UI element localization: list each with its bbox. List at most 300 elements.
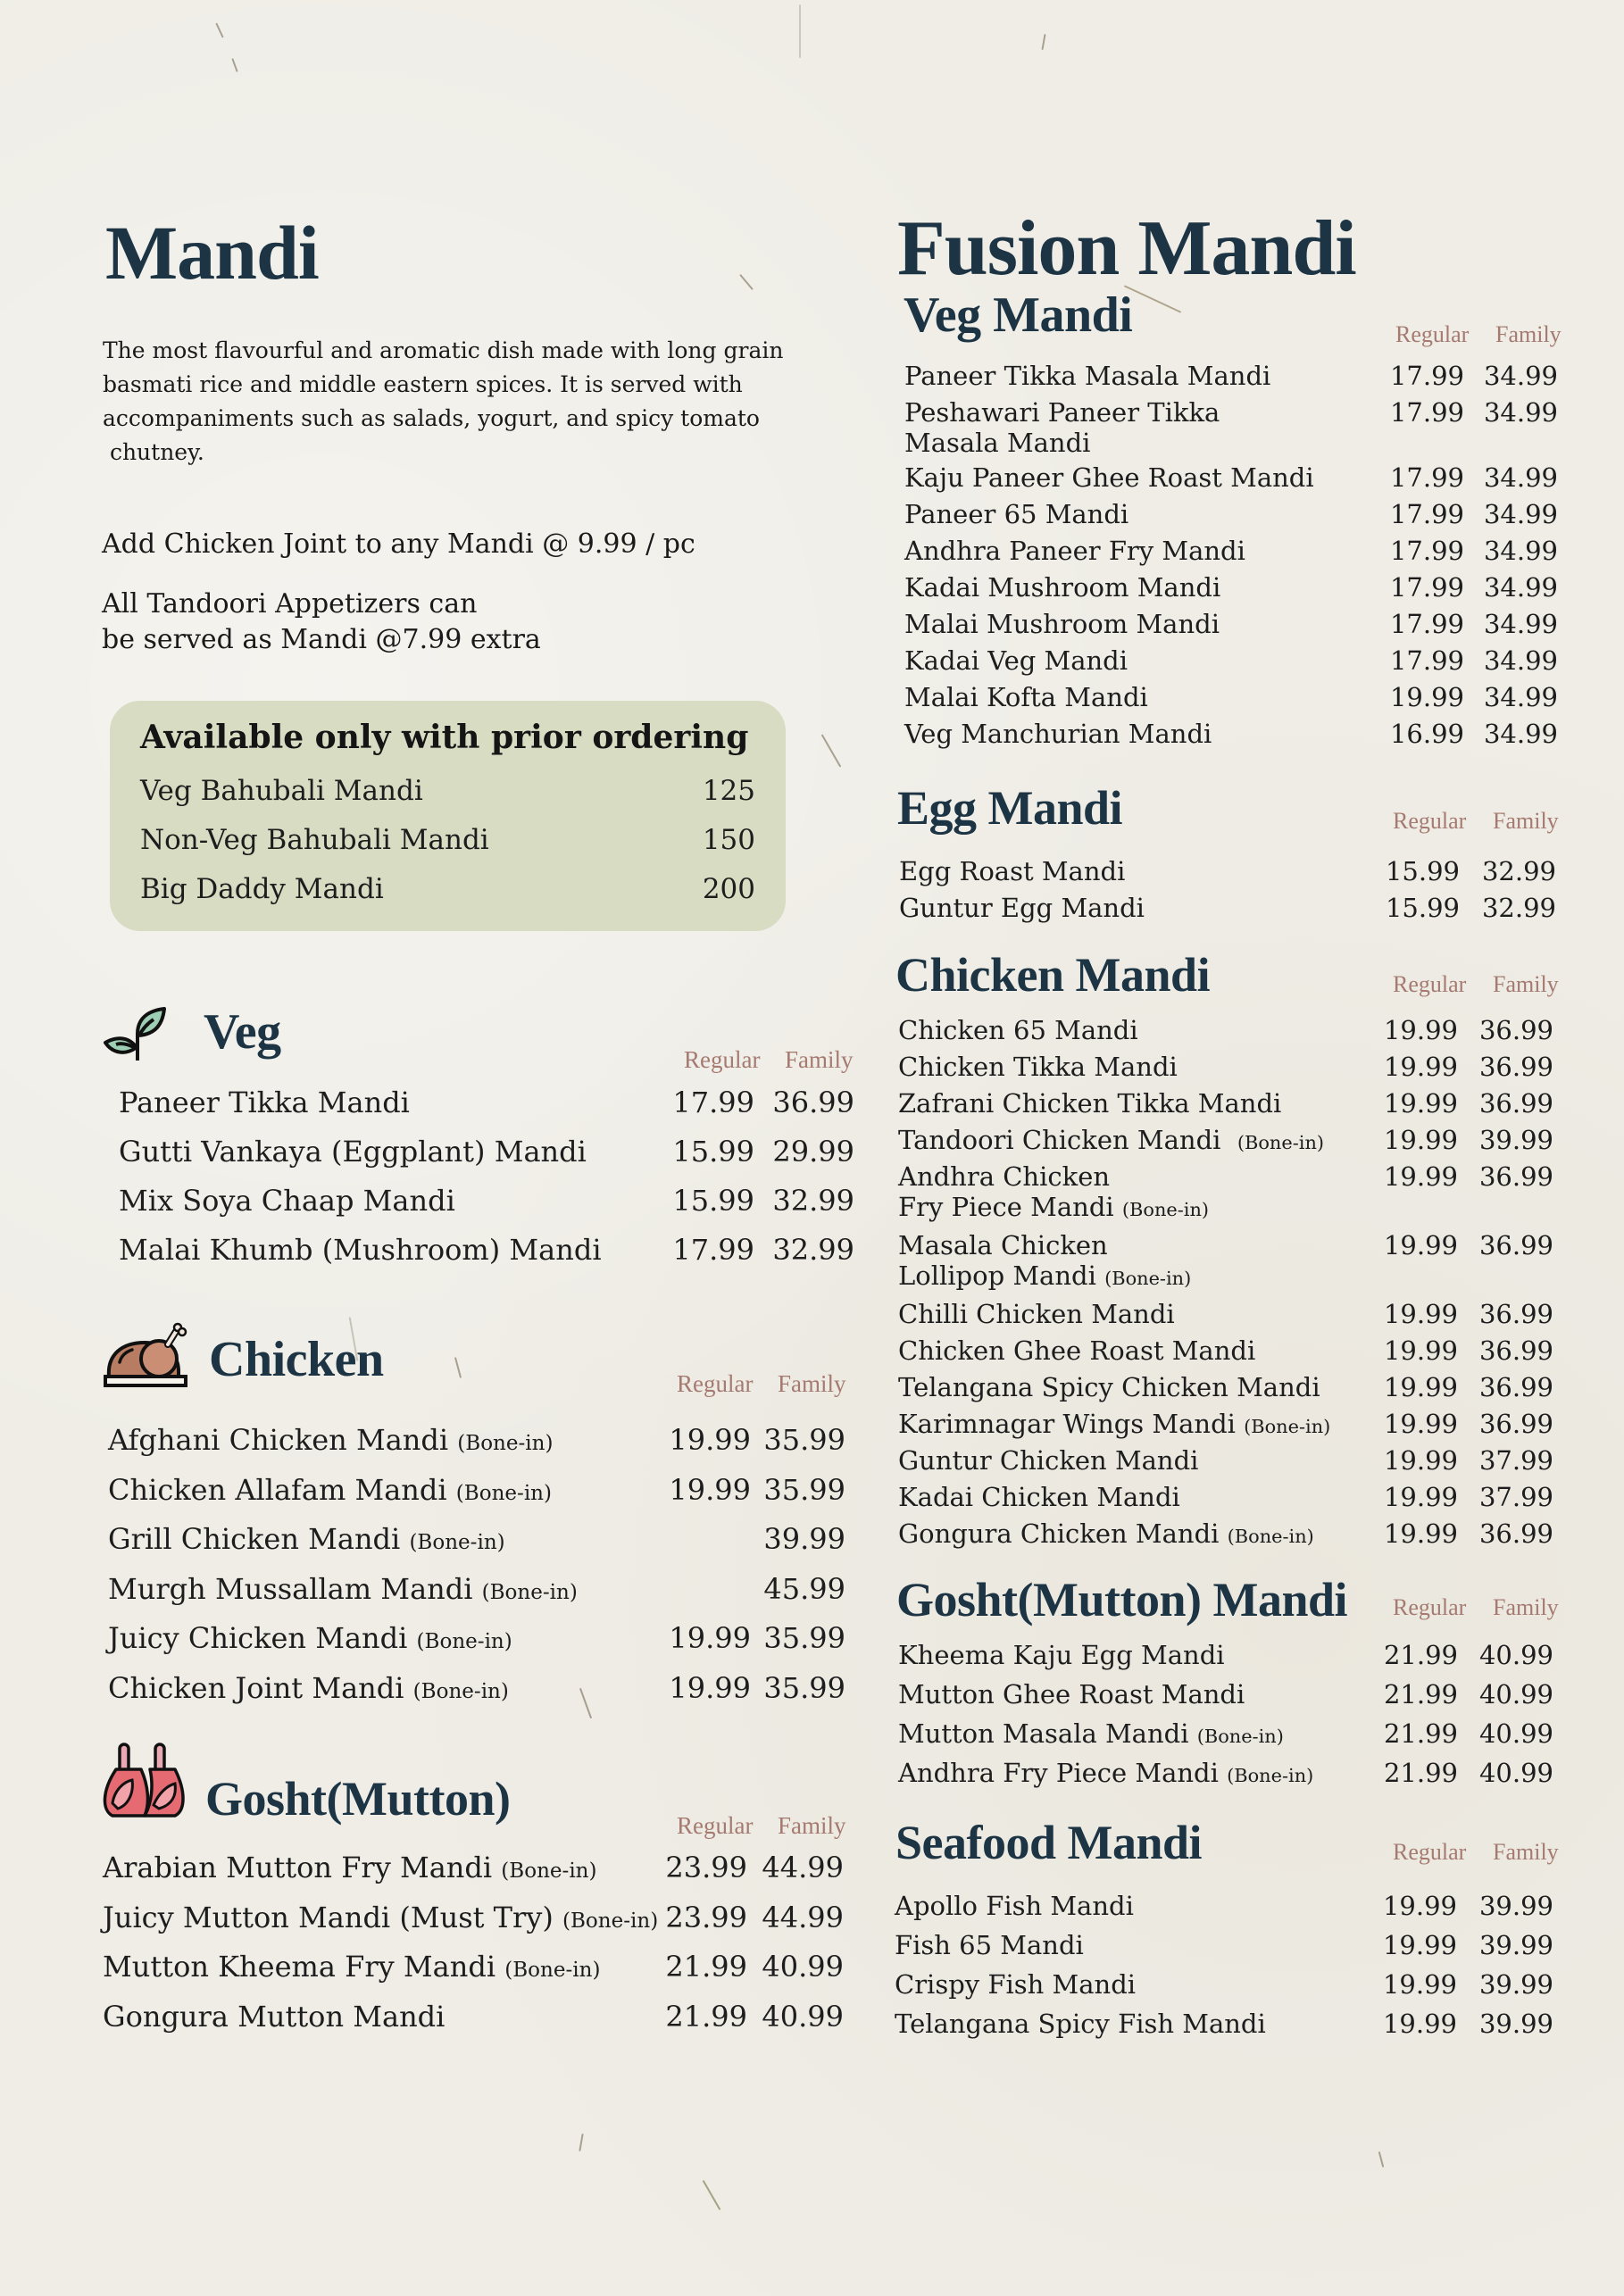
prior-item-name: Non-Veg Bahubali Mandi bbox=[140, 824, 489, 856]
menu-item-name bbox=[904, 536, 1245, 566]
menu-item bbox=[108, 1423, 845, 1462]
item-name-text: Fish 65 Mandi bbox=[895, 1930, 1084, 1960]
description-line: The most flavourful and aromatic dish made with long grain bbox=[103, 337, 784, 363]
price-family: 32.99 bbox=[1481, 893, 1556, 923]
prior-item bbox=[140, 867, 755, 911]
price-regular: 19.99 bbox=[1383, 1409, 1458, 1439]
price-family: 34.99 bbox=[1483, 719, 1558, 749]
menu-item-name bbox=[898, 1482, 1180, 1512]
bone-in-note: (Bone-in) bbox=[1196, 1726, 1284, 1747]
price-family: 34.99 bbox=[1483, 361, 1558, 391]
menu-item bbox=[895, 1930, 1553, 1966]
item-name-text: Karimnagar Wings Mandi bbox=[898, 1409, 1236, 1439]
paper-fiber bbox=[454, 1357, 462, 1378]
price-regular: 19.99 bbox=[669, 1621, 751, 1655]
column-headers bbox=[1393, 1594, 1559, 1621]
menu-item bbox=[108, 1522, 845, 1561]
item-name-text: Guntur Egg Mandi bbox=[899, 893, 1145, 923]
col-family: Family bbox=[1493, 971, 1559, 997]
price-regular: 21.99 bbox=[1383, 1758, 1458, 1788]
menu-item bbox=[898, 1052, 1553, 1087]
price-regular: 16.99 bbox=[1389, 719, 1464, 749]
col-regular: Regular bbox=[1395, 321, 1470, 347]
menu-item-name bbox=[904, 499, 1128, 529]
menu-item bbox=[119, 1233, 854, 1272]
price-regular: 19.99 bbox=[1383, 1088, 1458, 1119]
price-family: 36.99 bbox=[772, 1086, 854, 1119]
bone-in-note: (Bone-in) bbox=[409, 1531, 505, 1554]
tandoori-note bbox=[102, 586, 541, 658]
column-headers bbox=[677, 1370, 846, 1398]
price-family: 36.99 bbox=[1478, 1161, 1553, 1192]
price-family: 40.99 bbox=[762, 1950, 844, 1984]
menu-item bbox=[904, 536, 1558, 571]
menu-item-name bbox=[895, 1930, 1084, 1960]
menu-item bbox=[108, 1473, 845, 1512]
menu-item bbox=[108, 1621, 845, 1660]
item-name-text: Chicken Ghee Roast Mandi bbox=[898, 1335, 1256, 1366]
price-regular: 15.99 bbox=[1385, 856, 1460, 886]
price-family: 36.99 bbox=[1478, 1052, 1553, 1082]
price-regular: 19.99 bbox=[1383, 1372, 1458, 1402]
item-name-text: Mutton Ghee Roast Mandi bbox=[898, 1679, 1245, 1710]
menu-item-name bbox=[899, 893, 1145, 923]
menu-item bbox=[904, 645, 1558, 681]
col-family: Family bbox=[785, 1046, 854, 1073]
menu-item-name bbox=[898, 1052, 1178, 1082]
menu-item-name bbox=[904, 645, 1128, 676]
menu-item bbox=[108, 1671, 845, 1710]
item-name-text: Paneer Tikka Mandi bbox=[119, 1086, 410, 1119]
item-name-text: Andhra Chicken bbox=[898, 1161, 1111, 1192]
price-family: 37.99 bbox=[1478, 1445, 1553, 1476]
menu-item-name bbox=[898, 1518, 1314, 1549]
col-family: Family bbox=[1493, 1839, 1559, 1865]
paper-fiber bbox=[799, 4, 801, 58]
price-regular: 17.99 bbox=[672, 1233, 754, 1267]
menu-item-name bbox=[898, 1299, 1175, 1329]
item-name-text: Guntur Chicken Mandi bbox=[898, 1445, 1199, 1476]
price-family: 29.99 bbox=[772, 1135, 854, 1169]
col-regular: Regular bbox=[1393, 1594, 1467, 1620]
price-regular: 19.99 bbox=[1382, 1930, 1457, 1960]
price-family: 39.99 bbox=[1478, 1125, 1553, 1155]
menu-item bbox=[898, 1372, 1553, 1408]
price-regular: 19.99 bbox=[669, 1472, 751, 1507]
menu-item bbox=[904, 682, 1558, 718]
item-name-text: Kadai Veg Mandi bbox=[904, 645, 1128, 676]
price-regular: 19.99 bbox=[1383, 1015, 1458, 1045]
menu-item-name bbox=[898, 1335, 1255, 1366]
bone-in-note: (Bone-in) bbox=[501, 1859, 597, 1883]
bone-in-note: (Bone-in) bbox=[1227, 1526, 1314, 1547]
item-name-text: Chicken Tikka Mandi bbox=[898, 1052, 1178, 1082]
price-family: 35.99 bbox=[763, 1670, 845, 1705]
price-regular: 19.99 bbox=[1389, 682, 1464, 712]
bone-in-note: (Bone-in) bbox=[562, 1909, 659, 1933]
menu-item bbox=[904, 499, 1558, 535]
price-regular: 19.99 bbox=[1383, 1230, 1458, 1260]
price-regular: 19.99 bbox=[1383, 1125, 1458, 1155]
menu-item bbox=[895, 1969, 1553, 2005]
price-regular: 19.99 bbox=[1382, 1969, 1457, 2000]
page-title-mandi: Mandi bbox=[105, 210, 319, 295]
item-name-text: Andhra Fry Piece Mandi bbox=[898, 1758, 1219, 1788]
menu-item bbox=[898, 1125, 1553, 1160]
section-title-seafood-mandi: Seafood Mandi bbox=[895, 1816, 1203, 1869]
item-name-text: Kadai Chicken Mandi bbox=[898, 1482, 1180, 1512]
price-family: 39.99 bbox=[1478, 1930, 1553, 1960]
item-name-text: Kheema Kaju Egg Mandi bbox=[898, 1640, 1225, 1670]
menu-item-name bbox=[103, 2000, 445, 2034]
item-name-text: Crispy Fish Mandi bbox=[895, 1969, 1137, 2000]
bone-in-note: (Bone-in) bbox=[1227, 1765, 1314, 1786]
item-name-text: Masala Chicken bbox=[898, 1230, 1108, 1260]
description-line: accompaniments such as salads, yogurt, and spicy tomato bbox=[103, 405, 760, 431]
price-family: 34.99 bbox=[1483, 609, 1558, 639]
item-name-text: Grill Chicken Mandi bbox=[108, 1522, 401, 1556]
price-family: 34.99 bbox=[1483, 572, 1558, 603]
menu-item-name bbox=[904, 572, 1220, 603]
menu-item bbox=[898, 1640, 1553, 1676]
item-name-text: Chicken 65 Mandi bbox=[898, 1015, 1138, 1045]
price-regular: 19.99 bbox=[669, 1423, 751, 1457]
prior-item-price: 125 bbox=[702, 775, 755, 807]
menu-item-name bbox=[108, 1621, 512, 1655]
prior-item bbox=[140, 818, 755, 862]
price-regular: 19.99 bbox=[1382, 1891, 1457, 1921]
price-regular: 15.99 bbox=[672, 1184, 754, 1218]
item-name-text: Arabian Mutton Fry Mandi bbox=[103, 1851, 493, 1884]
item-name-text: Paneer 65 Mandi bbox=[904, 499, 1129, 529]
description-line: chutney. bbox=[103, 439, 204, 465]
item-name-text: Zafrani Chicken Tikka Mandi bbox=[898, 1088, 1282, 1119]
col-regular: Regular bbox=[1393, 808, 1467, 834]
col-regular: Regular bbox=[677, 1812, 754, 1839]
section-title-veg: Veg bbox=[204, 1004, 281, 1060]
menu-item-name bbox=[108, 1522, 505, 1556]
item-name-text: Murgh Mussallam Mandi bbox=[108, 1571, 473, 1606]
item-name-text: Mutton Kheema Fry Mandi bbox=[103, 1950, 496, 1984]
section-title-chicken-mandi: Chicken Mandi bbox=[895, 948, 1211, 1002]
menu-item bbox=[899, 893, 1556, 928]
bone-in-note: (Bone-in) bbox=[481, 1580, 578, 1604]
price-family: 36.99 bbox=[1478, 1409, 1553, 1439]
price-regular: 17.99 bbox=[1389, 361, 1464, 391]
col-family: Family bbox=[1493, 808, 1559, 834]
tandoori-note-line2: be served as Mandi @7.99 extra bbox=[102, 624, 541, 655]
item-name-text: Gongura Mutton Mandi bbox=[103, 1999, 446, 2034]
price-family: 36.99 bbox=[1478, 1518, 1553, 1549]
item-name-line2: Masala Mandi bbox=[904, 428, 1091, 458]
price-regular: 19.99 bbox=[1383, 1299, 1458, 1329]
price-regular: 17.99 bbox=[1389, 645, 1464, 676]
paper-fiber bbox=[703, 2180, 721, 2210]
prior-item-price: 200 bbox=[702, 873, 755, 905]
menu-item-name bbox=[898, 1445, 1198, 1476]
price-regular: 19.99 bbox=[1383, 1445, 1458, 1476]
price-regular: 19.99 bbox=[1383, 1518, 1458, 1549]
col-family: Family bbox=[778, 1812, 846, 1839]
price-regular: 17.99 bbox=[1389, 499, 1464, 529]
menu-item bbox=[904, 462, 1558, 498]
menu-item bbox=[898, 1335, 1553, 1371]
prior-ordering-heading: Available only with prior ordering bbox=[140, 719, 749, 756]
price-family: 34.99 bbox=[1483, 462, 1558, 493]
menu-item-name bbox=[103, 1950, 600, 1984]
item-name-text: Malai Khumb (Mushroom) Mandi bbox=[119, 1233, 602, 1267]
menu-item-name bbox=[904, 361, 1270, 391]
price-regular: 19.99 bbox=[1383, 1161, 1458, 1192]
price-regular: 17.99 bbox=[1389, 397, 1464, 428]
menu-item bbox=[904, 397, 1558, 458]
price-family: 35.99 bbox=[763, 1472, 845, 1507]
bone-in-note: (Bone-in) bbox=[504, 1959, 601, 1982]
item-name-text: Tandoori Chicken Mandi bbox=[898, 1125, 1229, 1155]
tandoori-note-line1: All Tandoori Appetizers can bbox=[102, 588, 478, 620]
chicken-joint-note: Add Chicken Joint to any Mandi @ 9.99 / pc bbox=[102, 528, 695, 560]
menu-item bbox=[898, 1088, 1553, 1124]
prior-item-price: 150 bbox=[702, 824, 755, 856]
menu-item bbox=[898, 1015, 1553, 1051]
column-headers bbox=[684, 1046, 854, 1074]
prior-item-name: Veg Bahubali Mandi bbox=[140, 775, 423, 807]
column-headers bbox=[1395, 321, 1562, 348]
menu-item bbox=[898, 1230, 1553, 1291]
price-regular: 21.99 bbox=[1383, 1679, 1458, 1710]
menu-item bbox=[904, 719, 1558, 754]
menu-item bbox=[119, 1184, 854, 1223]
price-regular: 15.99 bbox=[672, 1135, 754, 1169]
menu-item-name bbox=[899, 856, 1125, 886]
bone-in-note: (Bone-in) bbox=[412, 1679, 509, 1703]
price-family: 39.99 bbox=[1478, 1969, 1553, 2000]
paper-fiber bbox=[231, 58, 237, 72]
menu-item-name bbox=[108, 1671, 509, 1705]
item-name-text: Malai Kofta Mandi bbox=[904, 682, 1148, 712]
column-headers bbox=[677, 1812, 846, 1840]
item-name-text: Kaju Paneer Ghee Roast Mandi bbox=[904, 462, 1314, 493]
price-regular: 17.99 bbox=[1389, 572, 1464, 603]
leaf-sprout-icon bbox=[100, 998, 171, 1069]
price-regular: 19.99 bbox=[669, 1670, 751, 1705]
bone-in-note: (Bone-in) bbox=[1237, 1132, 1325, 1153]
col-family: Family bbox=[778, 1370, 846, 1397]
menu-item-name bbox=[119, 1135, 587, 1169]
column-headers bbox=[1393, 1839, 1559, 1866]
price-family: 34.99 bbox=[1483, 499, 1558, 529]
price-family: 39.99 bbox=[1478, 1891, 1553, 1921]
prior-item-name: Big Daddy Mandi bbox=[140, 873, 384, 905]
price-family: 45.99 bbox=[763, 1571, 845, 1606]
bone-in-note: (Bone-in) bbox=[455, 1481, 553, 1505]
item-name-text: Gongura Chicken Mandi bbox=[898, 1518, 1220, 1549]
price-family: 32.99 bbox=[772, 1184, 854, 1218]
col-family: Family bbox=[1495, 321, 1562, 347]
menu-item bbox=[895, 2009, 1553, 2044]
menu-item-name bbox=[898, 1372, 1320, 1402]
item-name-text: Juicy Chicken Mandi bbox=[108, 1621, 408, 1655]
menu-item bbox=[898, 1482, 1553, 1518]
item-name-text: Kadai Mushroom Mandi bbox=[904, 572, 1221, 603]
price-family: 36.99 bbox=[1478, 1299, 1553, 1329]
section-title-mutton: Gosht(Mutton) bbox=[205, 1772, 511, 1826]
price-family: 36.99 bbox=[1478, 1230, 1553, 1260]
price-regular: 19.99 bbox=[1383, 1335, 1458, 1366]
bone-in-note: (Bone-in) bbox=[457, 1432, 554, 1455]
price-family: 40.99 bbox=[1478, 1640, 1553, 1670]
prior-ordering-box bbox=[110, 701, 786, 931]
menu-item-name bbox=[898, 1640, 1225, 1670]
item-name-text: Malai Mushroom Mandi bbox=[904, 609, 1220, 639]
menu-item-name bbox=[904, 609, 1220, 639]
menu-item bbox=[898, 1518, 1553, 1554]
menu-item bbox=[898, 1161, 1553, 1222]
price-regular: 19.99 bbox=[1383, 1482, 1458, 1512]
menu-item-name bbox=[898, 1230, 1191, 1291]
price-family: 40.99 bbox=[1478, 1758, 1553, 1788]
col-regular: Regular bbox=[677, 1370, 754, 1397]
menu-item-name bbox=[895, 1891, 1134, 1921]
mandi-description bbox=[103, 334, 817, 470]
item-name-text: Gutti Vankaya (Eggplant) Mandi bbox=[119, 1135, 587, 1169]
menu-item bbox=[904, 572, 1558, 608]
menu-item bbox=[898, 1409, 1553, 1444]
menu-item-name bbox=[904, 682, 1148, 712]
menu-item-name bbox=[904, 397, 1220, 458]
price-family: 32.99 bbox=[1481, 856, 1556, 886]
price-regular: 21.99 bbox=[665, 1999, 747, 2034]
col-regular: Regular bbox=[684, 1046, 761, 1073]
item-name-line2: Fry Piece Mandi bbox=[898, 1192, 1114, 1222]
menu-item bbox=[103, 2000, 844, 2039]
menu-item-name bbox=[898, 1161, 1209, 1222]
menu-item bbox=[898, 1718, 1553, 1754]
section-title-veg-mandi: Veg Mandi bbox=[904, 287, 1133, 343]
menu-item-name bbox=[898, 1088, 1281, 1119]
col-family: Family bbox=[1493, 1594, 1559, 1620]
bone-in-note: (Bone-in) bbox=[416, 1630, 512, 1653]
price-family: 36.99 bbox=[1478, 1335, 1553, 1366]
menu-item bbox=[898, 1445, 1553, 1481]
bone-in-note: (Bone-in) bbox=[1104, 1268, 1192, 1289]
item-name-text: Andhra Paneer Fry Mandi bbox=[904, 536, 1245, 566]
paper-fiber bbox=[1378, 2151, 1385, 2167]
bone-in-note: (Bone-in) bbox=[1244, 1416, 1331, 1437]
price-regular: 17.99 bbox=[1389, 536, 1464, 566]
prior-item bbox=[140, 769, 755, 813]
price-family: 40.99 bbox=[762, 1999, 844, 2034]
price-family: 35.99 bbox=[763, 1621, 845, 1655]
price-family: 35.99 bbox=[763, 1423, 845, 1457]
col-regular: Regular bbox=[1393, 971, 1467, 997]
menu-item-name bbox=[108, 1473, 552, 1507]
item-name-text: Afghani Chicken Mandi bbox=[108, 1423, 449, 1457]
menu-item-name bbox=[103, 1851, 597, 1884]
menu-item bbox=[899, 856, 1556, 892]
price-regular: 23.99 bbox=[665, 1900, 747, 1934]
menu-item-name bbox=[898, 1718, 1284, 1749]
menu-item bbox=[904, 361, 1558, 396]
menu-item bbox=[103, 1950, 844, 1989]
price-regular: 21.99 bbox=[1383, 1718, 1458, 1749]
menu-item bbox=[119, 1135, 854, 1174]
paper-fiber bbox=[1041, 34, 1045, 50]
item-name-text: Juicy Mutton Mandi (Must Try) bbox=[103, 1900, 554, 1934]
menu-item bbox=[119, 1086, 854, 1125]
price-family: 39.99 bbox=[763, 1522, 845, 1556]
price-family: 34.99 bbox=[1483, 397, 1558, 428]
price-regular: 21.99 bbox=[1383, 1640, 1458, 1670]
item-name-text: Paneer Tikka Masala Mandi bbox=[904, 361, 1271, 391]
price-regular: 17.99 bbox=[1389, 462, 1464, 493]
menu-item-name bbox=[119, 1233, 602, 1267]
menu-item-name bbox=[895, 1969, 1136, 2000]
menu-item-name bbox=[898, 1679, 1245, 1710]
roast-chicken-icon bbox=[104, 1319, 187, 1391]
item-name-text: Apollo Fish Mandi bbox=[895, 1891, 1134, 1921]
menu-item-name bbox=[108, 1423, 554, 1457]
price-regular: 19.99 bbox=[1382, 2009, 1457, 2039]
section-title-chicken: Chicken bbox=[209, 1332, 384, 1387]
price-family: 40.99 bbox=[1478, 1718, 1553, 1749]
menu-item bbox=[103, 1851, 844, 1890]
price-regular: 23.99 bbox=[665, 1851, 747, 1884]
paper-fiber bbox=[821, 734, 842, 767]
price-family: 40.99 bbox=[1478, 1679, 1553, 1710]
lamb-chops-icon bbox=[100, 1741, 189, 1821]
description-line: basmati rice and middle eastern spices. It is served with bbox=[103, 371, 743, 397]
price-regular: 15.99 bbox=[1385, 893, 1460, 923]
item-name-text: Telangana Spicy Fish Mandi bbox=[895, 2009, 1266, 2039]
section-title-mutton-mandi: Gosht(Mutton) Mandi bbox=[896, 1573, 1348, 1626]
paper-fiber bbox=[739, 274, 754, 290]
menu-item bbox=[103, 1901, 844, 1940]
menu-item bbox=[898, 1679, 1553, 1715]
price-regular: 17.99 bbox=[1389, 609, 1464, 639]
price-family: 37.99 bbox=[1478, 1482, 1553, 1512]
price-regular: 17.99 bbox=[672, 1086, 754, 1119]
price-family: 39.99 bbox=[1478, 2009, 1553, 2039]
menu-item-name bbox=[904, 719, 1212, 749]
menu-item-name bbox=[119, 1086, 410, 1119]
menu-item bbox=[898, 1299, 1553, 1335]
page-title-fusion-mandi: Fusion Mandi bbox=[897, 205, 1356, 292]
bone-in-note: (Bone-in) bbox=[1121, 1199, 1210, 1220]
price-family: 34.99 bbox=[1483, 645, 1558, 676]
price-family: 36.99 bbox=[1478, 1015, 1553, 1045]
price-family: 36.99 bbox=[1478, 1088, 1553, 1119]
item-name-text: Mix Soya Chaap Mandi bbox=[119, 1184, 455, 1218]
item-name-text: Veg Manchurian Mandi bbox=[904, 719, 1212, 749]
menu-item bbox=[895, 1891, 1553, 1926]
col-regular: Regular bbox=[1393, 1839, 1467, 1865]
price-regular: 21.99 bbox=[665, 1950, 747, 1984]
menu-item-name bbox=[895, 2009, 1266, 2039]
menu-item bbox=[898, 1758, 1553, 1793]
menu-item-name bbox=[898, 1125, 1324, 1155]
item-name-text: Mutton Masala Mandi bbox=[898, 1718, 1189, 1749]
price-family: 34.99 bbox=[1483, 536, 1558, 566]
price-family: 44.99 bbox=[762, 1851, 844, 1884]
item-name-text: Egg Roast Mandi bbox=[899, 856, 1126, 886]
menu-item-name bbox=[898, 1409, 1330, 1439]
column-headers bbox=[1393, 808, 1559, 835]
section-title-egg-mandi: Egg Mandi bbox=[897, 781, 1123, 835]
item-name-text: Peshawari Paneer Tikka bbox=[904, 397, 1220, 428]
menu-item-name bbox=[904, 462, 1314, 493]
item-name-text: Chilli Chicken Mandi bbox=[898, 1299, 1175, 1329]
